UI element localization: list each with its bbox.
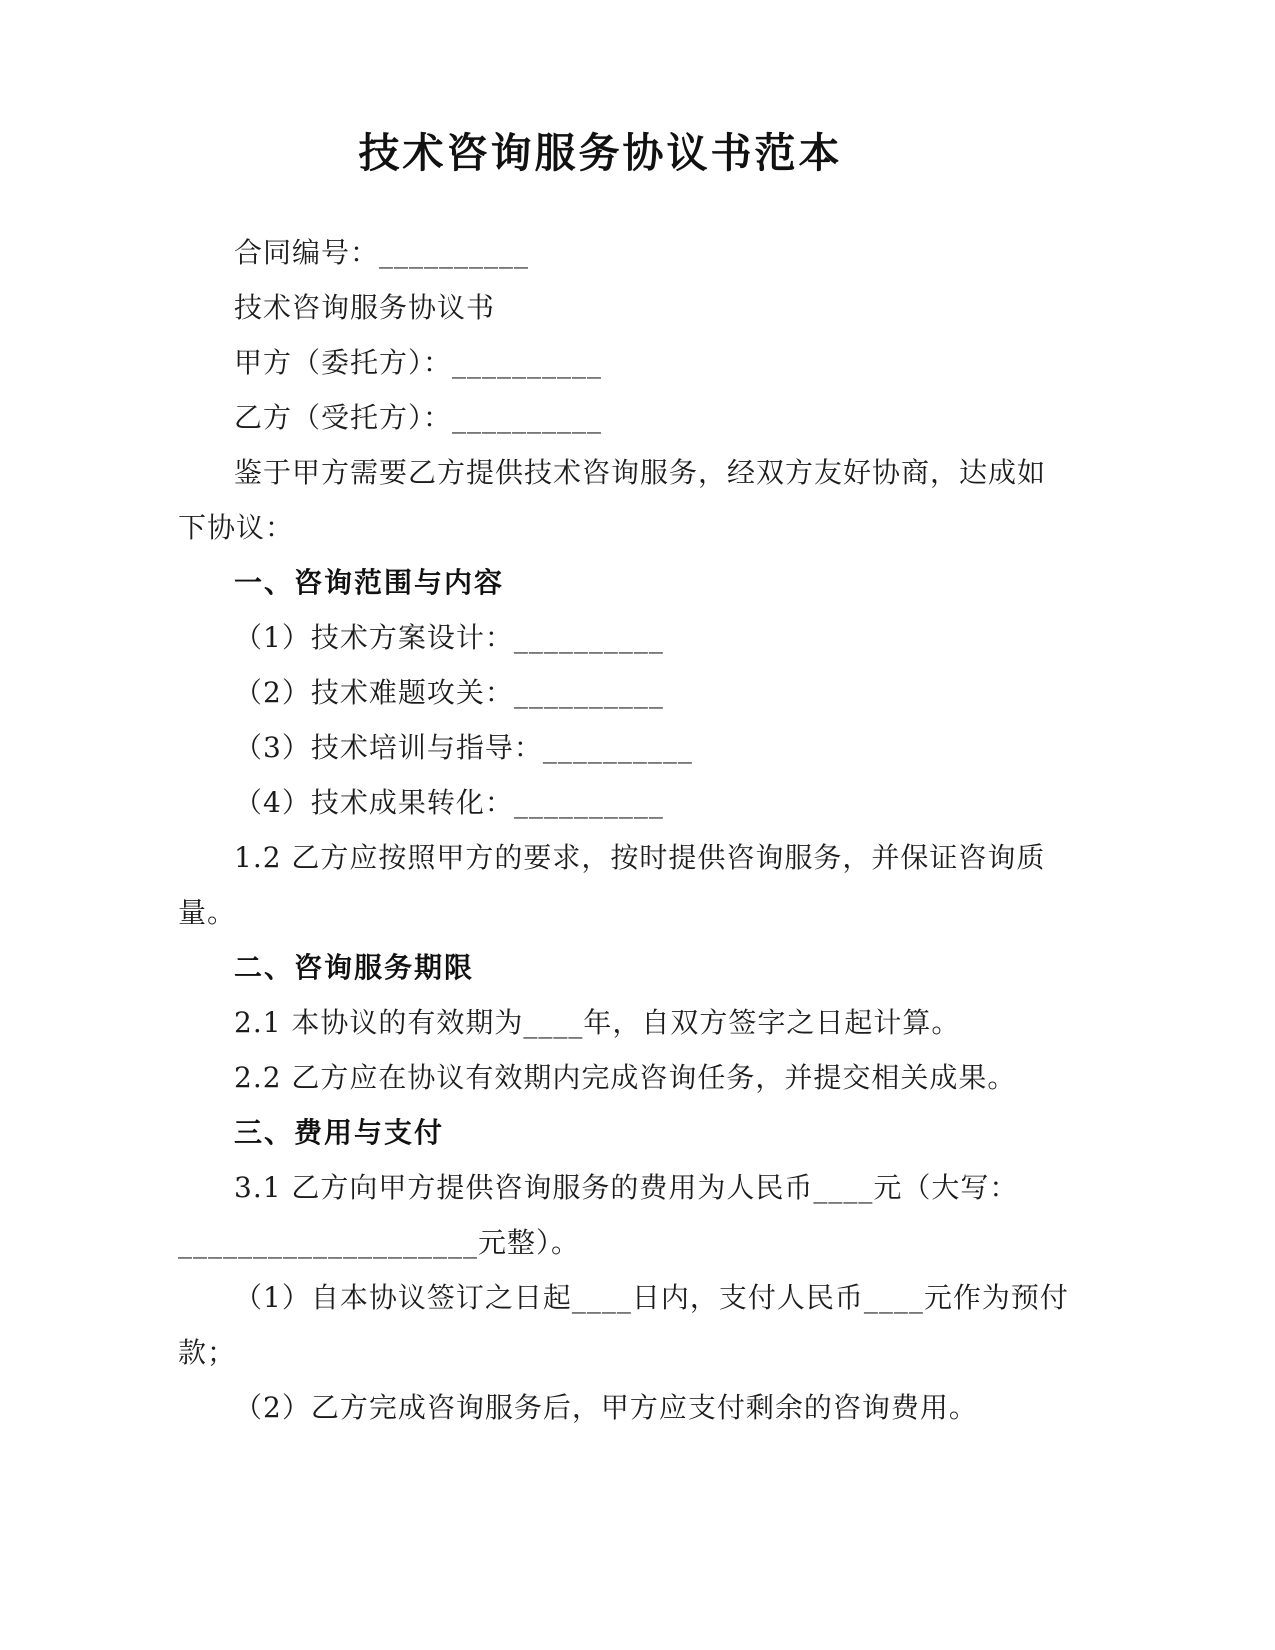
item-2-tech-challenge: （2）技术难题攻关：__________ (234, 676, 664, 710)
section-1-heading: 一、咨询范围与内容 (234, 566, 505, 600)
section-2-heading: 二、咨询服务期限 (234, 951, 475, 985)
payment-item-1-line-1: （1）自本协议签订之日起____日内，支付人民币____元作为预付 (234, 1281, 1069, 1315)
party-a-line: 甲方（委托方）：__________ (234, 346, 603, 380)
item-1-tech-design: （1）技术方案设计：__________ (234, 621, 664, 655)
contract-number-line: 合同编号：__________ (234, 236, 530, 270)
payment-item-2-line: （2）乙方完成咨询服务后，甲方应支付剩余的咨询费用。 (234, 1391, 978, 1425)
clause-3-1-line-2: ____________________元整）。 (178, 1226, 581, 1260)
document-title: 技术咨询服务协议书范本 (358, 129, 843, 177)
preamble-line-1: 鉴于甲方需要乙方提供技术咨询服务，经双方友好协商，达成如 (234, 456, 1047, 490)
subtitle-line: 技术咨询服务协议书 (234, 291, 496, 325)
clause-2-2-line: 2.2 乙方应在协议有效期内完成咨询任务，并提交相关成果。 (234, 1061, 1017, 1095)
section-3-heading: 三、费用与支付 (234, 1116, 445, 1150)
payment-item-1-line-2: 款； (178, 1336, 237, 1370)
item-3-tech-training: （3）技术培训与指导：__________ (234, 731, 693, 765)
clause-3-1-line-1: 3.1 乙方向甲方提供咨询服务的费用为人民币____元（大写： (234, 1171, 1019, 1205)
clause-2-1-line: 2.1 本协议的有效期为____年，自双方签字之日起计算。 (234, 1006, 961, 1040)
clause-1-2-line-1: 1.2 乙方应按照甲方的要求，按时提供咨询服务，并保证咨询质 (234, 841, 1046, 875)
clause-1-2-line-2: 量。 (178, 896, 237, 930)
party-b-line: 乙方（受托方）：__________ (234, 401, 603, 435)
item-4-tech-transfer: （4）技术成果转化：__________ (234, 786, 664, 820)
preamble-line-2: 下协议： (178, 511, 295, 545)
